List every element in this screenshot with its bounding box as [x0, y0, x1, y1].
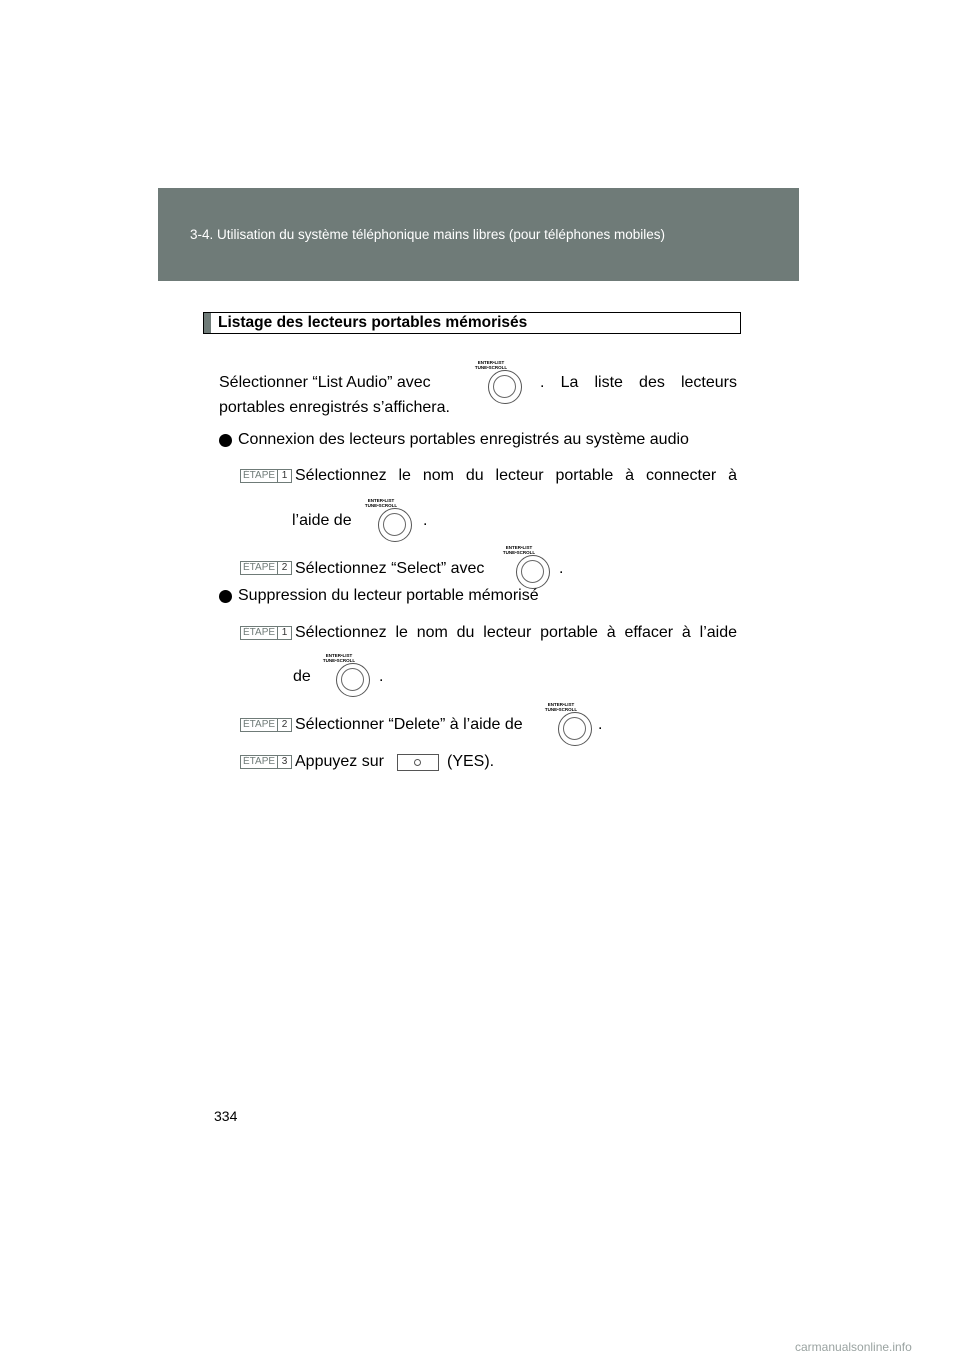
- knob-label-bottom: TUNE•SCROLL: [474, 365, 508, 370]
- delete-step1-a: Sélectionnez le nom du lecteur portable à effacer à l’aide: [295, 624, 737, 641]
- step-badge-label: ÉTAPE: [243, 470, 276, 481]
- chapter-header: [158, 188, 799, 281]
- knob-label-top: ENTER•LIST: [367, 498, 395, 503]
- knob-label-top: ENTER•LIST: [547, 702, 575, 707]
- step-badge-number: 2: [277, 562, 291, 574]
- intro-line1-a: Sélectionner “List Audio” avec: [219, 374, 431, 391]
- connect-step2-end: .: [559, 560, 564, 577]
- step-badge-label: ÉTAPE: [243, 756, 276, 767]
- connect-step1-a: Sélectionnez le nom du lecteur portable à connecter à: [295, 467, 737, 484]
- delete-step1-b: de: [293, 668, 311, 685]
- step-badge-number: 1: [277, 470, 291, 482]
- step-badge: [240, 755, 292, 769]
- bullet-icon: [219, 434, 232, 447]
- enter-list-knob-icon: [470, 360, 528, 406]
- delete-step3-a: Appuyez sur: [295, 753, 384, 770]
- step-badge-number: 3: [277, 756, 291, 768]
- step-badge: [240, 469, 292, 483]
- section-title-box: [203, 312, 741, 334]
- connect-step1-end: .: [423, 512, 428, 529]
- knob-label-bottom: TUNE•SCROLL: [322, 658, 356, 663]
- chapter-title: 3-4. Utilisation du système téléphonique mains libres (pour téléphones mobiles): [190, 227, 665, 242]
- knob-label-bottom: TUNE•SCROLL: [544, 707, 578, 712]
- yes-button-icon: [397, 754, 439, 771]
- delete-bullet-text: Suppression du lecteur portable mémorisé: [238, 587, 539, 604]
- knob-label-bottom: TUNE•SCROLL: [502, 550, 536, 555]
- enter-list-knob-icon: [498, 545, 556, 591]
- connect-bullet-text: Connexion des lecteurs portables enregistrés au système audio: [238, 431, 689, 448]
- step-badge: [240, 561, 292, 575]
- delete-step2-a: Sélectionner “Delete” à l’aide de: [295, 716, 523, 733]
- step-badge-label: ÉTAPE: [243, 562, 276, 573]
- delete-step1-end: .: [379, 668, 384, 685]
- bullet-icon: [219, 590, 232, 603]
- enter-list-knob-icon: [540, 702, 598, 748]
- enter-list-knob-icon: [360, 498, 418, 544]
- step-badge: [240, 626, 292, 640]
- knob-label-top: ENTER•LIST: [505, 545, 533, 550]
- delete-step2-end: .: [598, 716, 603, 733]
- section-title-bar: [204, 313, 211, 333]
- knob-label-top: ENTER•LIST: [325, 653, 353, 658]
- connect-step1-b: l’aide de: [292, 512, 352, 529]
- knob-label-bottom: TUNE•SCROLL: [364, 503, 398, 508]
- step-badge-label: ÉTAPE: [243, 627, 276, 638]
- watermark-footer: carmanualsonline.info: [795, 1340, 912, 1354]
- connect-step2-a: Sélectionnez “Select” avec: [295, 560, 485, 577]
- intro-line1-b: . La liste des lecteurs: [540, 374, 737, 391]
- step-badge-label: ÉTAPE: [243, 719, 276, 730]
- step-badge-number: 2: [277, 719, 291, 731]
- delete-step3-b: (YES).: [447, 753, 495, 770]
- knob-label-top: ENTER•LIST: [477, 360, 505, 365]
- intro-line2: portables enregistrés s’affichera.: [219, 399, 450, 416]
- step-badge-number: 1: [277, 627, 291, 639]
- step-badge: [240, 718, 292, 732]
- enter-list-knob-icon: [318, 653, 376, 699]
- page-number: 334: [214, 1108, 238, 1124]
- section-title: Listage des lecteurs portables mémorisés: [218, 314, 528, 331]
